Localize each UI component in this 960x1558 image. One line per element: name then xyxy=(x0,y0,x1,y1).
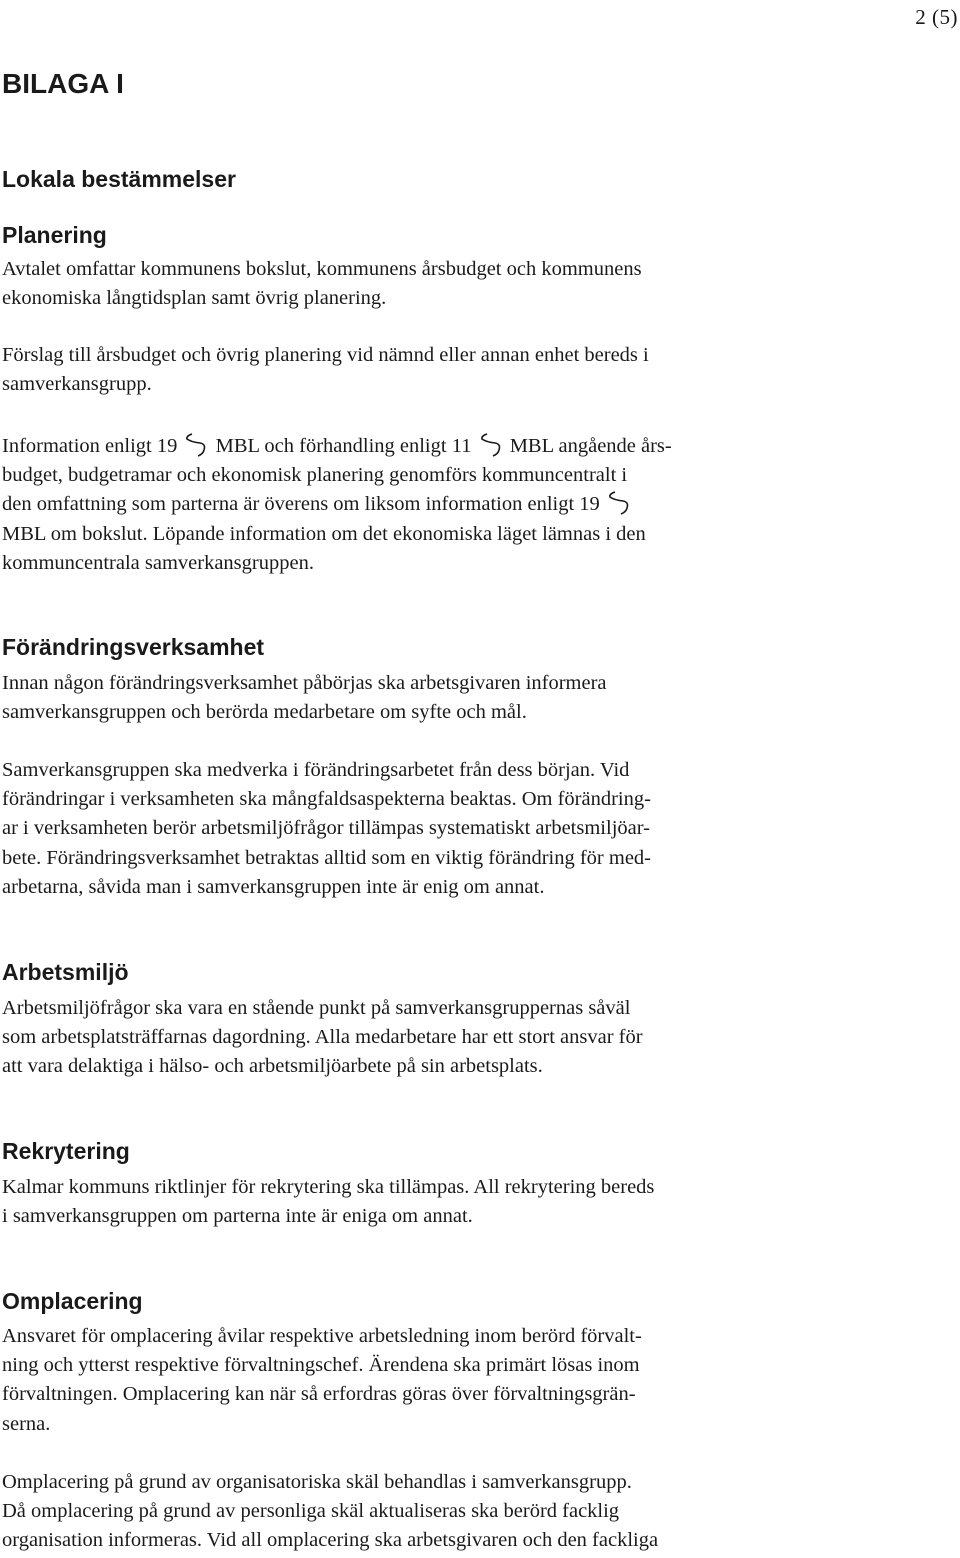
heading-forandringsverksamhet: Förändringsverksamhet xyxy=(2,634,265,660)
paragraph-omplacering-1 xyxy=(2,1322,642,1439)
text-line xyxy=(2,490,672,519)
text-line: samverkansgruppen och berörda medarbetare om syfte och mål. xyxy=(2,701,527,724)
text-line: som arbetsplatsträffarnas dagordning. Alla medarbetare har ett stort ansvar för xyxy=(2,1026,643,1049)
text-line: Arbetsmiljöfrågor ska vara en stående punkt på samverkansgruppernas såväl xyxy=(2,997,631,1019)
text-segment: Information enligt 19 xyxy=(2,435,178,457)
heading-arbetsmiljo: Arbetsmiljö xyxy=(2,959,129,985)
text-line: i samverkansgruppen om parterna inte är eniga om annat. xyxy=(2,1205,473,1228)
text-line: ekonomiska långtidsplan samt övrig planering. xyxy=(2,287,387,310)
paragraph-planering-2 xyxy=(2,341,649,399)
paragraph-planering-3 xyxy=(2,432,672,578)
heading-planering: Planering xyxy=(2,222,107,248)
paragraph-rekrytering-1 xyxy=(2,1173,654,1231)
text-segment: MBL och förhandling enligt 11 xyxy=(215,435,472,457)
text-line: serna. xyxy=(2,1412,51,1435)
text-line: Omplacering på grund av organisatoriska skäl behandlas i samverkansgrupp. xyxy=(2,1471,632,1493)
paragraph-planering-1 xyxy=(2,255,642,313)
text-line: Avtalet omfattar kommunens bokslut, kommunens årsbudget och kommunens xyxy=(2,258,642,280)
text-segment: den omfattning som parterna är överens om liksom information enligt 19 xyxy=(2,493,600,516)
text-line: organisation informeras. Vid all omplacering ska arbetsgivaren och den fackliga xyxy=(2,1529,659,1552)
text-segment: MBL angående års- xyxy=(509,435,672,457)
text-line: bete. Förändringsverksamhet betraktas alltid som en viktig förändring för med- xyxy=(2,846,651,869)
section-sign-icon xyxy=(184,432,208,458)
paragraph-forandring-1 xyxy=(2,669,607,727)
paragraph-forandring-2 xyxy=(2,756,651,902)
text-line: budget, budgetramar och ekonomisk planering genomförs kommuncentralt i xyxy=(2,464,628,487)
page-number: 2 (5) xyxy=(915,5,958,29)
subtitle-heading: Lokala bestämmelser xyxy=(2,166,236,192)
paragraph-omplacering-2 xyxy=(2,1468,658,1556)
text-line: förvaltningen. Omplacering kan när så erfordras göras över förvaltningsgrän- xyxy=(2,1383,636,1406)
section-sign-icon xyxy=(607,490,631,516)
text-line: Ansvaret för omplacering åvilar respektive arbetsledning inom berörd förvalt- xyxy=(2,1325,642,1347)
document-title: BILAGA I xyxy=(2,68,124,99)
heading-rekrytering: Rekrytering xyxy=(2,1138,130,1164)
text-line: Innan någon förändringsverksamhet påbörjas ska arbetsgivaren informera xyxy=(2,672,607,694)
text-line: Samverkansgruppen ska medverka i förändringsarbetet från dess början. Vid xyxy=(2,759,630,781)
paragraph-arbetsmiljo-1 xyxy=(2,994,643,1082)
text-line: ar i verksamheten berör arbetsmiljöfrågor tillämpas systematiskt arbetsmiljöar- xyxy=(2,817,650,840)
text-line: förändringar i verksamheten ska mångfaldsaspekterna beaktas. Om förändring- xyxy=(2,788,651,811)
text-line: att vara delaktiga i hälso- och arbetsmiljöarbete på sin arbetsplats. xyxy=(2,1055,543,1078)
text-line: arbetarna, såvida man i samverkansgruppen inte är enig om annat. xyxy=(2,875,545,898)
text-line xyxy=(2,432,672,461)
text-line: MBL om bokslut. Löpande information om det ekonomiska läget lämnas i den xyxy=(2,522,646,545)
text-line: samverkansgrupp. xyxy=(2,373,152,396)
heading-omplacering: Omplacering xyxy=(2,1288,143,1314)
text-line: Då omplacering på grund av personliga skäl aktualiseras ska berörd facklig xyxy=(2,1500,620,1523)
text-line: Kalmar kommuns riktlinjer för rekrytering ska tillämpas. All rekrytering bereds xyxy=(2,1176,655,1198)
text-line: kommuncentrala samverkansgruppen. xyxy=(2,551,314,574)
section-sign-icon xyxy=(479,432,503,458)
text-line: Förslag till årsbudget och övrig planering vid nämnd eller annan enhet bereds i xyxy=(2,344,649,366)
text-line: ning och ytterst respektive förvaltningschef. Ärendena ska primärt lösas inom xyxy=(2,1354,640,1377)
